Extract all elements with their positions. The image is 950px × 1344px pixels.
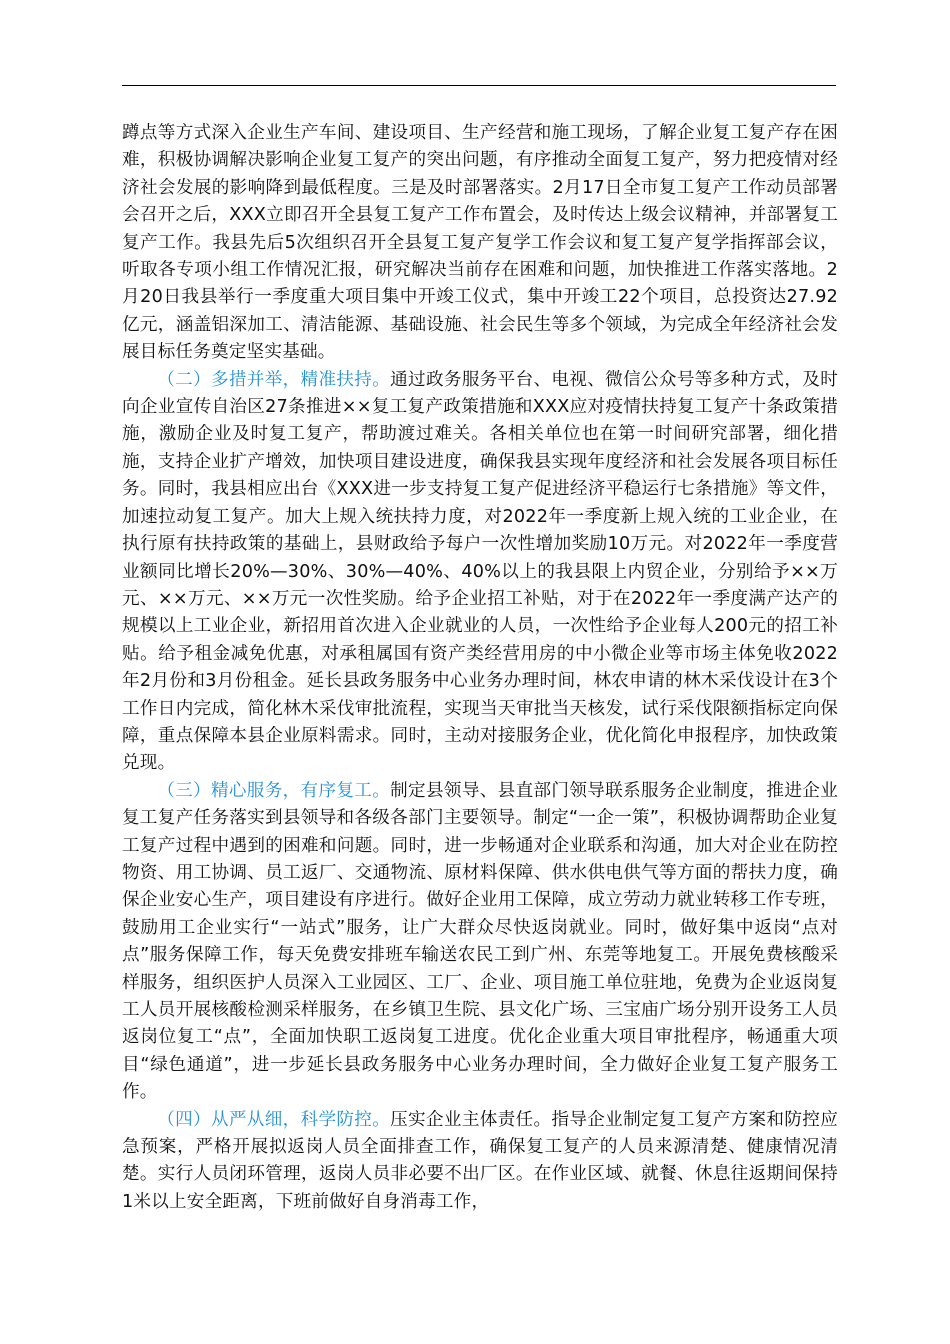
header-rule <box>122 85 836 86</box>
continuation-paragraph <box>122 120 838 367</box>
section-heading-2: （二）多措并举，精准扶持。 <box>157 369 391 390</box>
continuation-text: 蹲点等方式深入企业生产车间、建设项目、生产经营和施工现场，了解企业复工复产存在困难，积极协调解决影响企业复工复产的突出问题，有序推动全面复工复产，努力把疫情对经济社会发展的影响降到最低程度。三是及时部署落实。2月17日全市复工复产工作动员部署会召开之后，XXX立即召开全县复工复产工作布置会，及时传达上级会议精神，并部署复工复产工作。我县先后5次组织召开全县复工复产复学工作会议和复工复产复学指挥部会议，听取各专项小组工作情况汇报，研究解决当前存在困难和问题，加快推进工作落实落地。2月20日我县举行一季度重大项目集中开竣工仪式，集中开竣工22个项目，总投资达27.92亿元，涵盖铝深加工、清洁能源、基础设施、社会民生等多个领域，为完成全年经济社会发展目标任务奠定坚实基础。 <box>122 123 838 363</box>
document-body <box>122 120 838 1216</box>
section-body-2: 通过政务服务平台、电视、微信公众号等多种方式，及时向企业宣传自治区27条推进××复工复产政策措施和XXX应对疫情扶持复工复产十条政策措施，激励企业及时复工复产，帮助渡过难关。各相关单位也在第一时间研究部署，细化措施，支持企业扩产增效，加快项目建设进度，确保我县实现年度经济和社会发展各项目标任务。同时，我县相应出台《XXX进一步支持复工复产促进经济平稳运行七条措施》等文件，加速拉动复工复产。加大上规入统扶持力度，对2022年一季度新上规入统的工业企业，在执行原有扶持政策的基础上，县财政给予每户一次性增加奖励10万元。对2022年一季度营业额同比增长20%—30%、30%—40%、40%以上的我县限上内贸企业，分别给予××万元、××万元、××万元一次性奖励。给予企业招工补贴，对于在2022年一季度满产达产的规模以上工业企业，新招用首次进入企业就业的人员，一次性给予企业每人200元的招工补贴。给予租金减免优惠，对承租属国有资产类经营用房的中小微企业等市场主体免收2022年2月份和3月份租金。延长县政务服务中心业务办理时间，林农申请的林木采伐设计在3个工作日内完成，简化林木采伐审批流程，实现当天审批当天核发，试行采伐限额指标定向保障，重点保障本县企业原料需求。同时，主动对接服务企业，优化简化申报程序，加快政策兑现。 <box>122 369 838 774</box>
section-heading-3: （三）精心服务，有序复工。 <box>157 780 391 801</box>
section-body-4: 压实企业主体责任。指导企业制定复工复产方案和防控应急预案，严格开展拟返岗人员全面排查工作，确保复工复产的人员来源清楚、健康情况清楚。实行人员闭环管理，返岗人员非必要不出厂区。在作业区域、就餐、休息往返期间保持1米以上安全距离，下班前做好自身消毒工作， <box>122 1109 838 1212</box>
section-paragraph-2 <box>122 367 838 778</box>
section-paragraph-4 <box>122 1107 838 1217</box>
section-heading-4: （四）从严从细，科学防控。 <box>157 1109 391 1130</box>
section-body-3: 制定县领导、县直部门领导联系服务企业制度，推进企业复工复产任务落实到县领导和各级各部门主要领导。制定“一企一策”，积极协调帮助企业复工复产过程中遇到的困难和问题。同时，进一步畅通对企业联系和沟通，加大对企业在防控物资、用工协调、员工返厂、交通物流、原材料保障、供水供电供气等方面的帮扶力度，确保企业安心生产，项目建设有序进行。做好企业用工保障，成立劳动力就业转移工作专班，鼓励用工企业实行“一站式”服务，让广大群众尽快返岗就业。同时，做好集中返岗“点对点”服务保障工作，每天免费安排班车输送农民工到广州、东莞等地复工。开展免费核酸采样服务，组织医护人员深入工业园区、工厂、企业、项目施工单位驻地，免费为企业返岗复工人员开展核酸检测采样服务，在乡镇卫生院、县文化广场、三宝庙广场分别开设务工人员返岗位复工“点”，全面加快职工返岗复工进度。优化企业重大项目审批程序，畅通重大项目“绿色通道”，进一步延长县政务服务中心业务办理时间，全力做好企业复工复产服务工作。 <box>122 780 838 1103</box>
section-paragraph-3 <box>122 778 838 1107</box>
